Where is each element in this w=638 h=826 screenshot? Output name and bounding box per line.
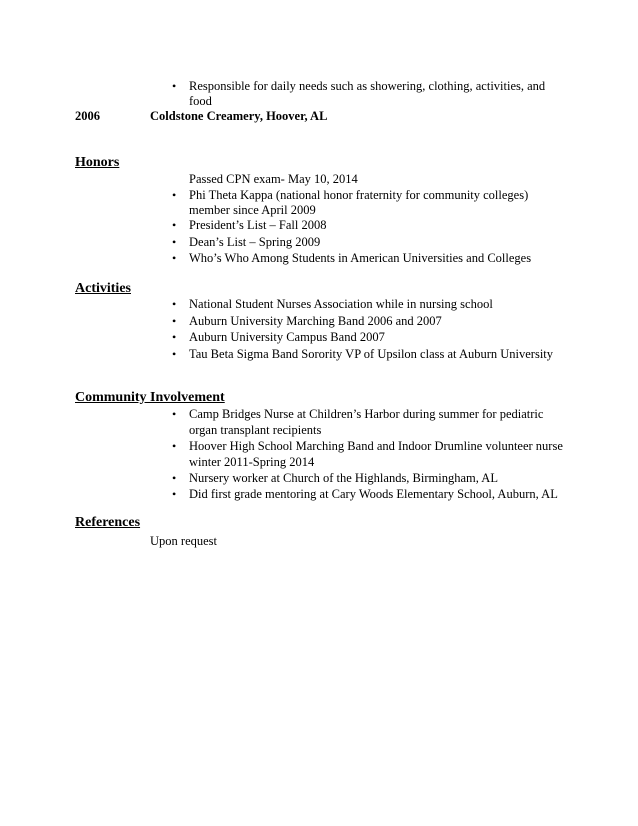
section-heading-activities: Activities — [75, 281, 131, 296]
bullet-icon: • — [172, 218, 177, 232]
list-item-text: Did first grade mentoring at Cary Woods Elementary School, Auburn, AL — [189, 487, 558, 501]
list-item-continuation: member since April 2009 — [189, 203, 316, 217]
bullet-icon: • — [172, 439, 177, 453]
list-item-text: Auburn University Campus Band 2007 — [189, 330, 385, 344]
bullet-icon: • — [172, 471, 177, 485]
section-heading-references: References — [75, 515, 141, 530]
list-item-text: Dean’s List – Spring 2009 — [189, 235, 321, 249]
list-item-text: Responsible for daily needs such as showering, clothing, activities, and — [189, 79, 546, 93]
bullet-icon: • — [172, 297, 177, 311]
list-item-continuation: organ transplant recipients — [189, 423, 322, 437]
references-text: Upon request — [150, 534, 217, 548]
list-item-continuation: winter 2011-Spring 2014 — [189, 455, 315, 469]
section-heading-community: Community Involvement — [75, 390, 225, 405]
list-item-text: Camp Bridges Nurse at Children’s Harbor during summer for pediatric — [189, 407, 544, 421]
bullet-icon: • — [172, 347, 177, 361]
bullet-icon: • — [172, 314, 177, 328]
bullet-icon: • — [172, 487, 177, 501]
list-item-text: Phi Theta Kappa (national honor fraternity for community colleges) — [189, 188, 529, 202]
section-heading-honors: Honors — [75, 155, 120, 170]
bullet-icon: • — [172, 79, 177, 93]
list-item-text: Hoover High School Marching Band and Indoor Drumline volunteer nurse — [189, 439, 563, 453]
list-item-text: Who’s Who Among Students in American Universities and Colleges — [189, 251, 532, 265]
job-employer: Coldstone Creamery, Hoover, AL — [150, 109, 328, 123]
list-item-text: Tau Beta Sigma Band Sorority VP of Upsilon class at Auburn University — [189, 347, 554, 361]
job-year: 2006 — [75, 109, 100, 123]
list-item-continuation: food — [189, 94, 212, 108]
bullet-icon: • — [172, 251, 177, 265]
list-item-text: Auburn University Marching Band 2006 and 2007 — [189, 314, 442, 328]
bullet-icon: • — [172, 330, 177, 344]
bullet-icon: • — [172, 235, 177, 249]
list-item-text: President’s List – Fall 2008 — [189, 218, 327, 232]
bullet-icon: • — [172, 188, 177, 202]
bullet-icon: • — [172, 407, 177, 421]
list-item-text: Nursery worker at Church of the Highlands, Birmingham, AL — [189, 471, 498, 485]
honors-intro: Passed CPN exam- May 10, 2014 — [189, 172, 358, 186]
list-item-text: National Student Nurses Association while in nursing school — [189, 297, 493, 311]
